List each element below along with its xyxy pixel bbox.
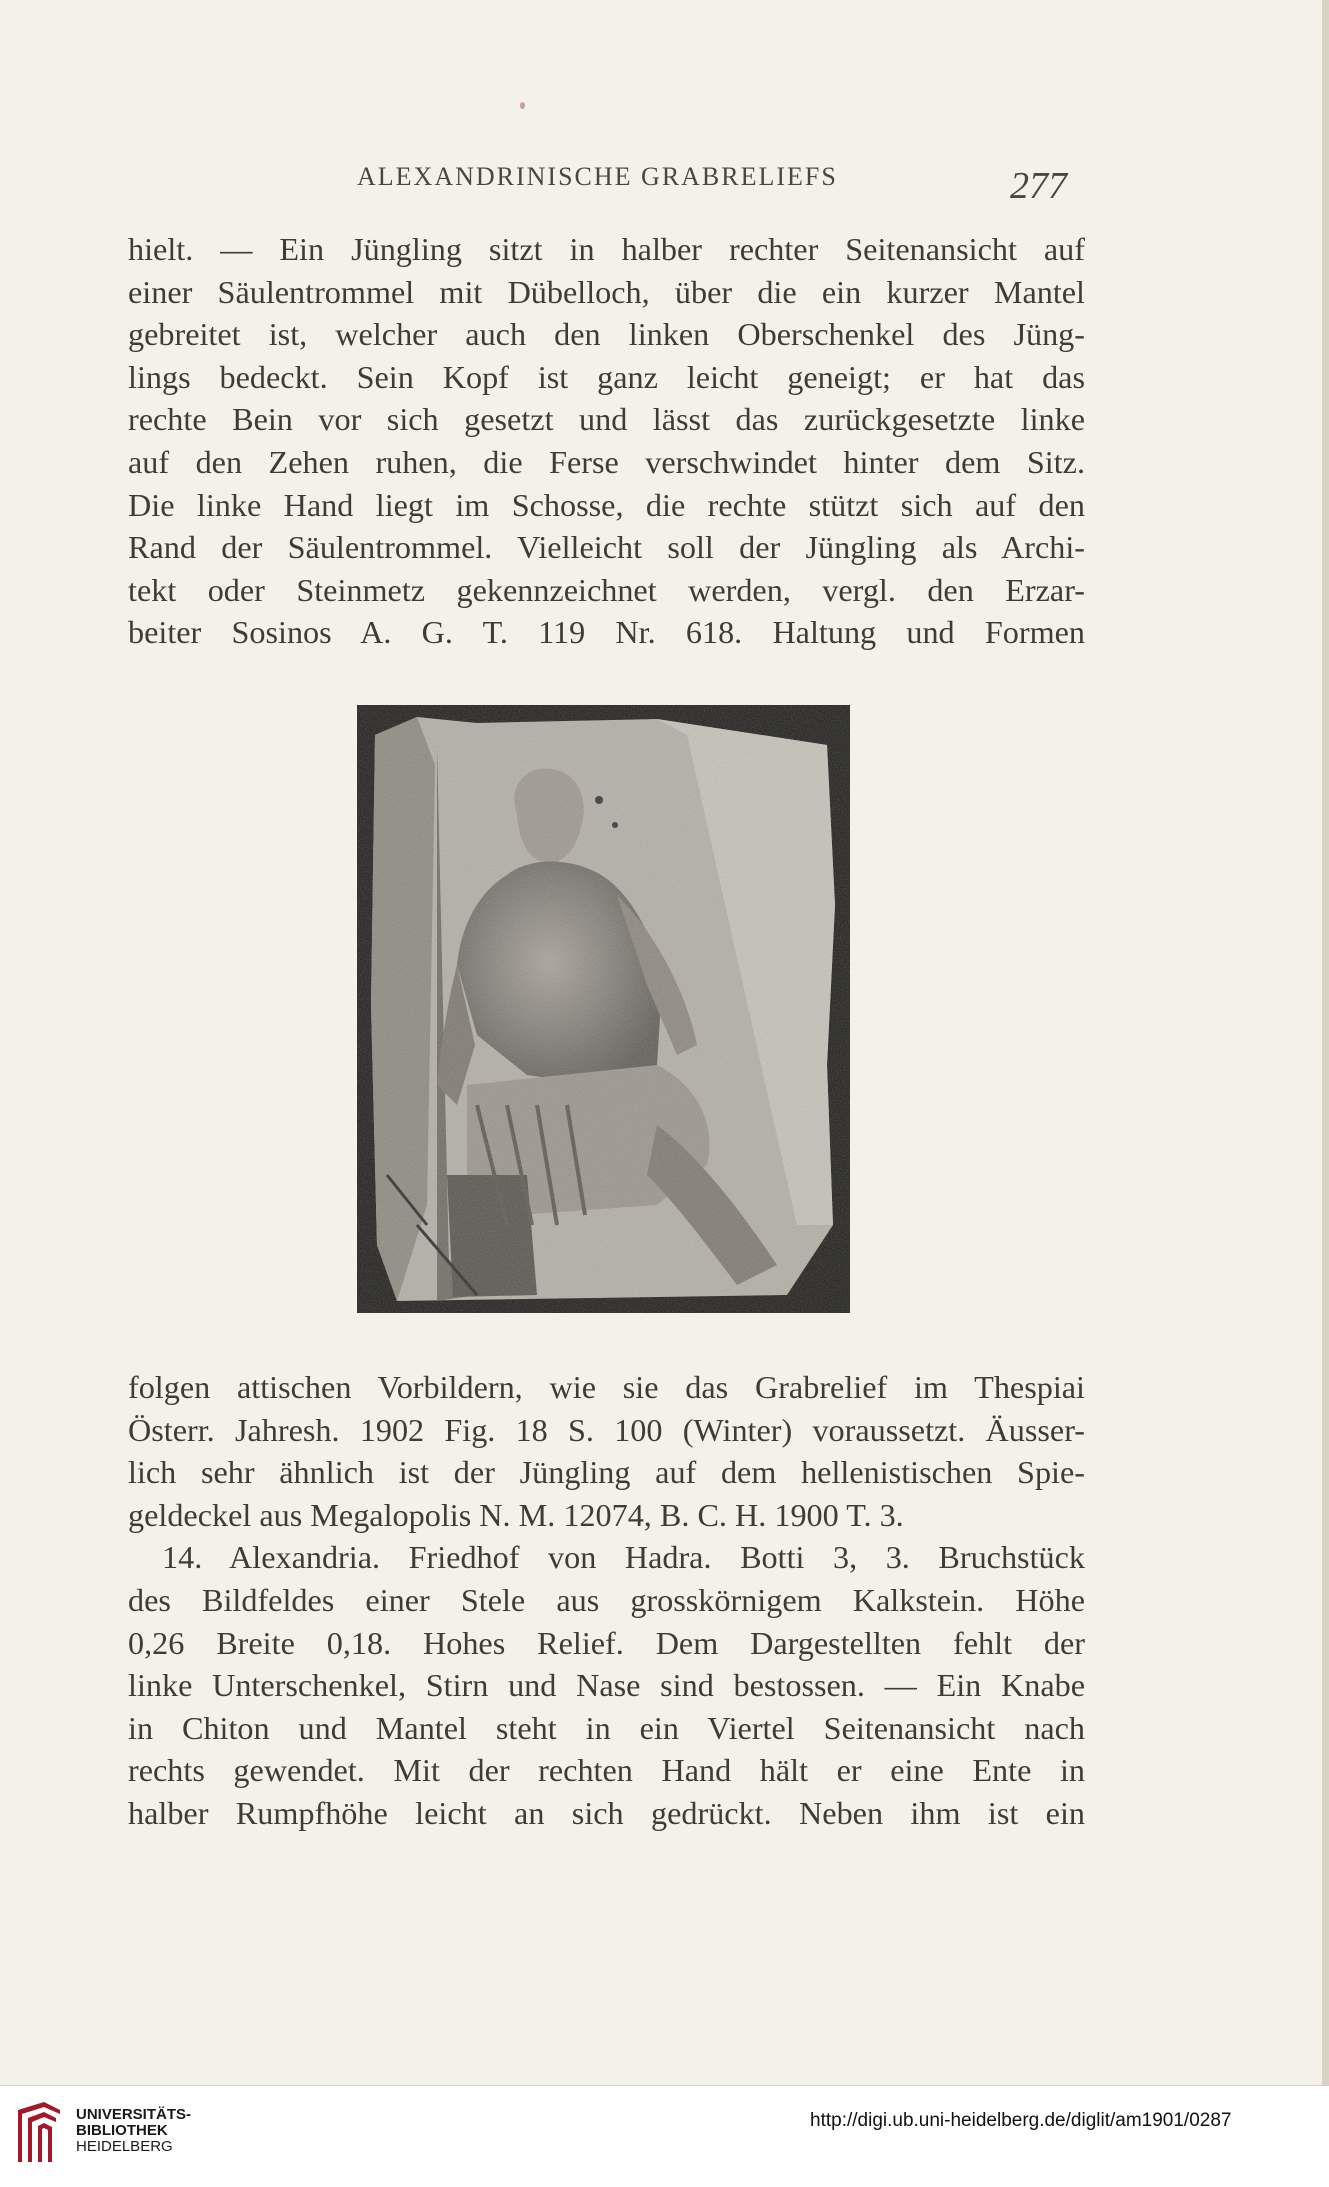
text-block-bottom bbox=[128, 1366, 1085, 1835]
text-line: beiter Sosinos A. G. T. 119 Nr. 618. Haltung und Formen bbox=[128, 614, 1085, 651]
text-block-top bbox=[128, 228, 1085, 654]
viewer-footer bbox=[0, 2085, 1329, 2187]
library-logo-icon[interactable] bbox=[14, 2100, 64, 2166]
library-name-line: BIBLIOTHEK bbox=[76, 2122, 168, 2139]
text-line: linke Unterschenkel, Stirn und Nase sind bestossen. — Ein Knabe bbox=[128, 1667, 1085, 1704]
text-line: in Chiton und Mantel steht in ein Viertel Seitenansicht nach bbox=[128, 1709, 1085, 1746]
text-line: rechte Bein vor sich gesetzt und lässt das zurückgesetzte linke bbox=[128, 401, 1085, 438]
library-name-line: UNIVERSITÄTS- bbox=[76, 2106, 192, 2123]
text-line: Österr. Jahresh. 1902 Fig. 18 S. 100 (Winter) voraussetzt. Äusser- bbox=[128, 1411, 1085, 1448]
page-edge bbox=[1322, 0, 1329, 2085]
ink-spot bbox=[520, 102, 525, 109]
text-line: lings bedeckt. Sein Kopf ist ganz leicht geneigt; er hat das bbox=[128, 358, 1085, 395]
running-title: ALEXANDRINISCHE GRABRELIEFS bbox=[357, 162, 838, 191]
library-name bbox=[76, 2107, 191, 2155]
text-line: einer Säulentrommel mit Dübelloch, über die ein kurzer Mantel bbox=[128, 273, 1085, 310]
text-line: des Bildfeldes einer Stele aus grosskörnigem Kalkstein. Höhe bbox=[128, 1581, 1085, 1618]
library-name-line: HEIDELBERG bbox=[76, 2138, 173, 2155]
relief-photograph bbox=[357, 705, 850, 1313]
page-number: 277 bbox=[1010, 165, 1067, 207]
text-line: folgen attischen Vorbildern, wie sie das Grabrelief im Thespiai bbox=[128, 1369, 1085, 1405]
text-line: lich sehr ähnlich ist der Jüngling auf dem hellenistischen Spie- bbox=[128, 1454, 1085, 1491]
text-line: tekt oder Steinmetz gekennzeichnet werden, vergl. den Erzar- bbox=[128, 571, 1085, 608]
text-line: hielt. — Ein Jüngling sitzt in halber rechter Seitenansicht auf bbox=[128, 231, 1085, 267]
text-line: gebreitet ist, welcher auch den linken Oberschenkel des Jüng- bbox=[128, 316, 1085, 353]
source-url-link[interactable]: http://digi.ub.uni-heidelberg.de/diglit/am1901/0287 bbox=[810, 2110, 1232, 2131]
relief-illustration bbox=[357, 705, 850, 1313]
text-line: auf den Zehen ruhen, die Ferse verschwindet hinter dem Sitz. bbox=[128, 443, 1085, 480]
text-line: 14. Alexandria. Friedhof von Hadra. Botti 3, 3. Bruchstück bbox=[162, 1539, 1085, 1576]
text-line: Rand der Säulentrommel. Vielleicht soll der Jüngling als Archi- bbox=[128, 529, 1085, 566]
text-line: geldeckel aus Megalopolis N. M. 12074, B. C. H. 1900 T. 3. bbox=[128, 1496, 904, 1533]
text-line: halber Rumpfhöhe leicht an sich gedrückt. Neben ihm ist ein bbox=[128, 1794, 1085, 1831]
text-line: Die linke Hand liegt im Schosse, die rechte stützt sich auf den bbox=[128, 486, 1085, 523]
text-line: 0,26 Breite 0,18. Hohes Relief. Dem Dargestellten fehlt der bbox=[128, 1624, 1085, 1661]
text-line: rechts gewendet. Mit der rechten Hand hält er eine Ente in bbox=[128, 1752, 1085, 1789]
